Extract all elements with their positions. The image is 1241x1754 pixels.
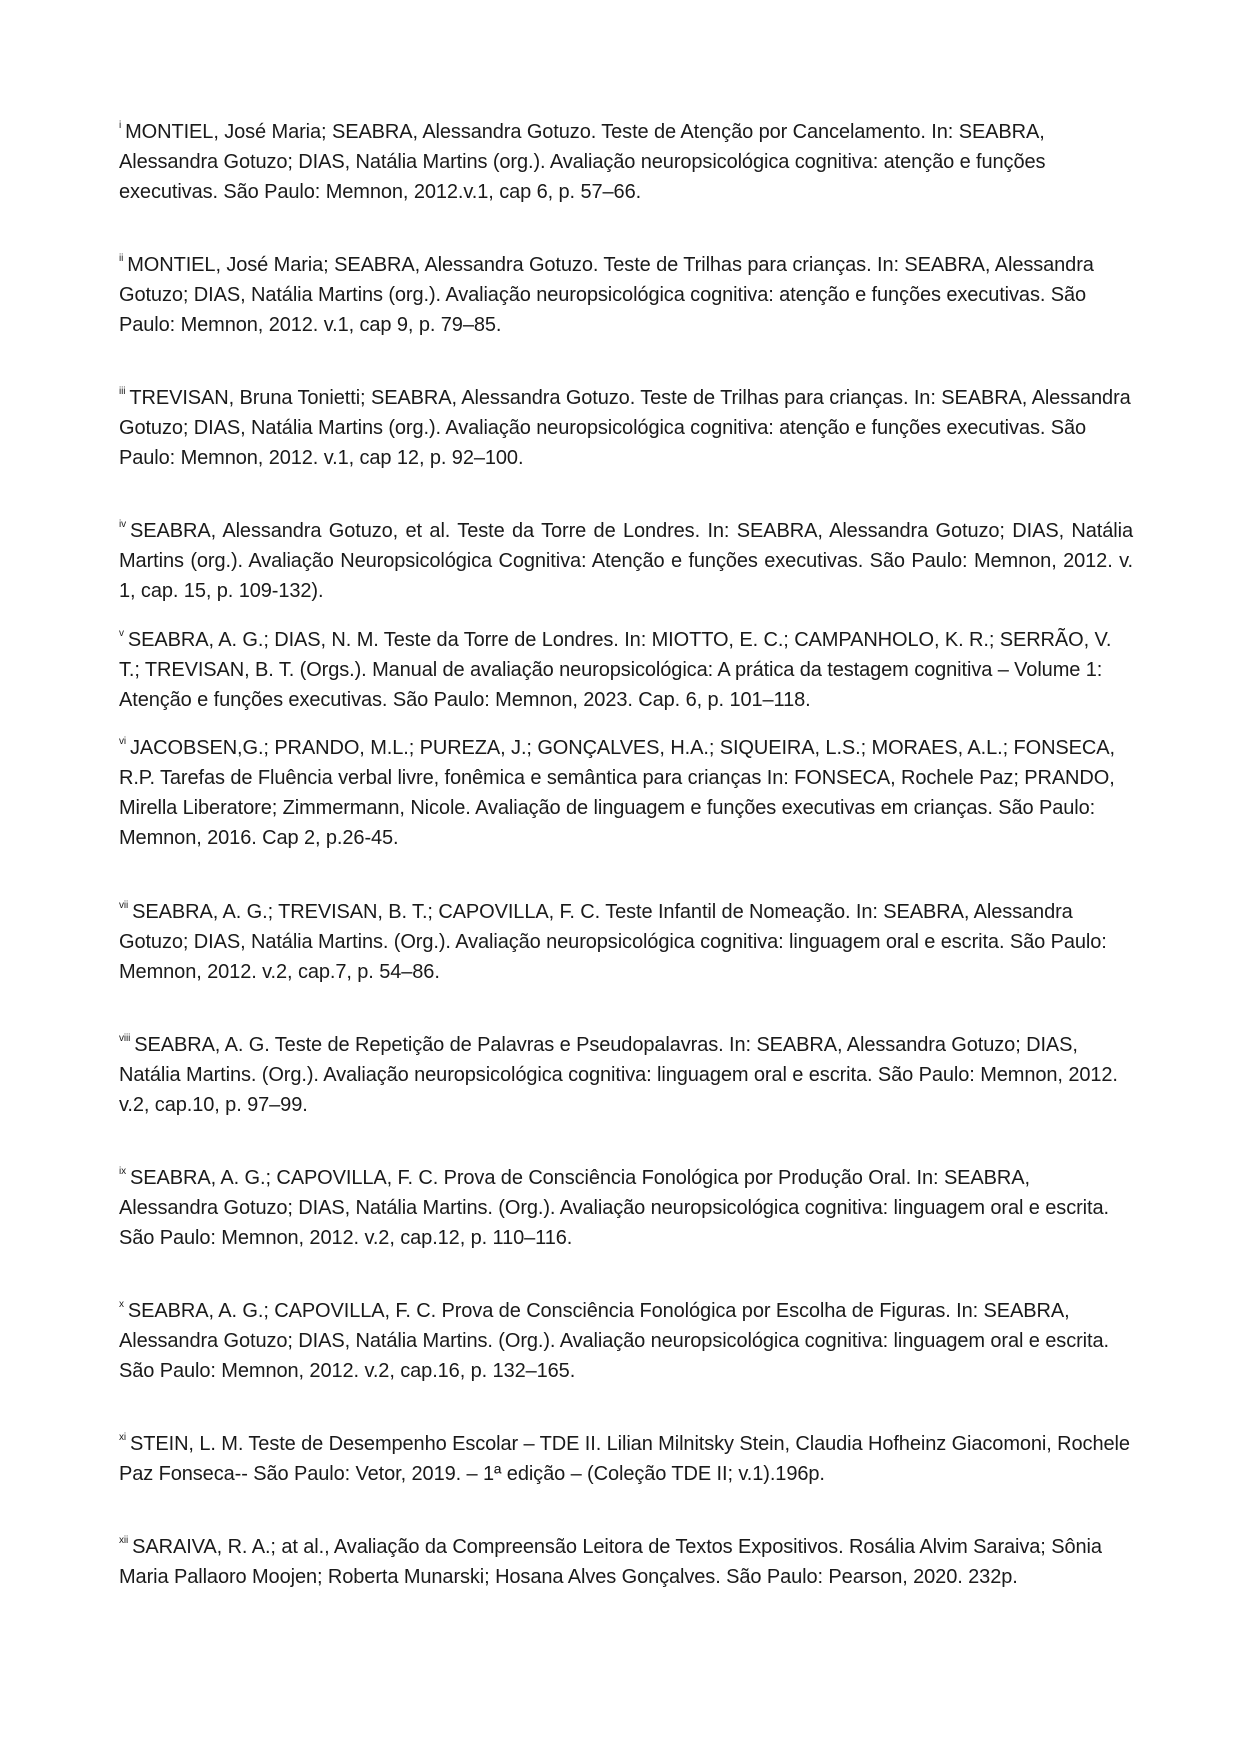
endnote-text: SEABRA, A. G. Teste de Repetição de Palavras e Pseudopalavras. In: SEABRA, Alessandra Gotuzo; DIAS, Natália Martins. (Org.). Avaliação neuropsicológica cognitiva: linguagem oral e escrita. São Paulo: Memnon, 2012. v.2, cap.10, p. 97–99.: [119, 1034, 1118, 1116]
endnote-marker: ix: [119, 1166, 127, 1177]
endnote-marker: x: [119, 1299, 124, 1310]
endnote-xii: [119, 1532, 1133, 1592]
endnote-xi: [119, 1429, 1133, 1489]
endnote-ii: [119, 250, 1133, 340]
endnote-marker: i: [119, 120, 122, 131]
endnote-marker: viii: [119, 1033, 131, 1044]
endnote-text: SEABRA, Alessandra Gotuzo, et al. Teste da Torre de Londres. In: SEABRA, Alessandra Gotuzo; DIAS, Natália Martins (org.). Avaliação Neuropsicológica Cognitiva: Atenção e funções executivas. São Paulo: Memnon, 2012. v. 1, cap. 15, p. 109-132).: [119, 520, 1133, 602]
endnote-marker: vii: [119, 900, 129, 911]
endnote-text: TREVISAN, Bruna Tonietti; SEABRA, Alessandra Gotuzo. Teste de Trilhas para crianças. In: SEABRA, Alessandra Gotuzo; DIAS, Natália Martins (org.). Avaliação neuropsicológica cognitiva: atenção e funções executivas. São Paulo: Memnon, 2012. v.1, cap 12, p. 92–100.: [119, 387, 1131, 469]
endnote-text: MONTIEL, José Maria; SEABRA, Alessandra Gotuzo. Teste de Atenção por Cancelamento. In: SEABRA, Alessandra Gotuzo; DIAS, Natália Martins (org.). Avaliação neuropsicológica cognitiva: atenção e funções executivas. São Paulo: Memnon, 2012.v.1, cap 6, p. 57–66.: [119, 121, 1046, 203]
endnote-ix: [119, 1163, 1133, 1253]
endnote-marker: iv: [119, 519, 127, 530]
endnote-viii: [119, 1030, 1133, 1120]
endnote-text: SEABRA, A. G.; CAPOVILLA, F. C. Prova de Consciência Fonológica por Escolha de Figuras. In: SEABRA, Alessandra Gotuzo; DIAS, Natália Martins. (Org.). Avaliação neuropsicológica cognitiva: linguagem oral e escrita. São Paulo: Memnon, 2012. v.2, cap.16, p. 132–165.: [119, 1300, 1109, 1382]
endnote-text: SEABRA, A. G.; CAPOVILLA, F. C. Prova de Consciência Fonológica por Produção Oral. In: SEABRA, Alessandra Gotuzo; DIAS, Natália Martins. (Org.). Avaliação neuropsicológica cognitiva: linguagem oral e escrita. São Paulo: Memnon, 2012. v.2, cap.12, p. 110–116.: [119, 1167, 1109, 1249]
endnote-marker: ii: [119, 253, 124, 264]
endnote-iv: [119, 516, 1133, 606]
endnote-x: [119, 1296, 1133, 1386]
endnote-v: [119, 625, 1133, 715]
endnote-marker: v: [119, 628, 124, 639]
endnote-text: STEIN, L. M. Teste de Desempenho Escolar – TDE II. Lilian Milnitsky Stein, Claudia Hofheinz Giacomoni, Rochele Paz Fonseca-- São Paulo: Vetor, 2019. – 1ª edição – (Coleção TDE II; v.1).196p.: [119, 1433, 1130, 1485]
endnote-i: [119, 117, 1133, 207]
endnote-marker: xii: [119, 1535, 129, 1546]
endnote-text: MONTIEL, José Maria; SEABRA, Alessandra Gotuzo. Teste de Trilhas para crianças. In: SEABRA, Alessandra Gotuzo; DIAS, Natália Martins (org.). Avaliação neuropsicológica cognitiva: atenção e funções executivas. São Paulo: Memnon, 2012. v.1, cap 9, p. 79–85.: [119, 254, 1094, 336]
endnote-iii: [119, 383, 1133, 473]
endnote-marker: iii: [119, 386, 126, 397]
endnote-marker: xi: [119, 1432, 127, 1443]
endnote-text: SARAIVA, R. A.; at al., Avaliação da Compreensão Leitora de Textos Expositivos. Rosália Alvim Saraiva; Sônia Maria Pallaoro Moojen; Roberta Munarski; Hosana Alves Gonçalves. São Paulo: Pearson, 2020. 232p.: [119, 1536, 1102, 1588]
endnote-vi: [119, 733, 1133, 853]
endnote-text: SEABRA, A. G.; TREVISAN, B. T.; CAPOVILLA, F. C. Teste Infantil de Nomeação. In: SEABRA, Alessandra Gotuzo; DIAS, Natália Martins. (Org.). Avaliação neuropsicológica cognitiva: linguagem oral e escrita. São Paulo: Memnon, 2012. v.2, cap.7, p. 54–86.: [119, 901, 1107, 983]
endnote-vii: [119, 897, 1133, 987]
endnote-marker: vi: [119, 736, 127, 747]
endnote-text: JACOBSEN,G.; PRANDO, M.L.; PUREZA, J.; GONÇALVES, H.A.; SIQUEIRA, L.S.; MORAES, A.L.; FONSECA, R.P. Tarefas de Fluência verbal livre, fonêmica e semântica para crianças In: FONSECA, Rochele Paz; PRANDO, Mirella Liberatore; Zimmermann, Nicole. Avaliação de linguagem e funções executivas em crianças. São Paulo: Memnon, 2016. Cap 2, p.26-45.: [119, 737, 1115, 849]
endnote-text: SEABRA, A. G.; DIAS, N. M. Teste da Torre de Londres. In: MIOTTO, E. C.; CAMPANHOLO, K. R.; SERRÃO, V. T.; TREVISAN, B. T. (Orgs.). Manual de avaliação neuropsicológica: A prática da testagem cognitiva – Volume 1: Atenção e funções executivas. São Paulo: Memnon, 2023. Cap. 6, p. 101–118.: [119, 629, 1112, 711]
